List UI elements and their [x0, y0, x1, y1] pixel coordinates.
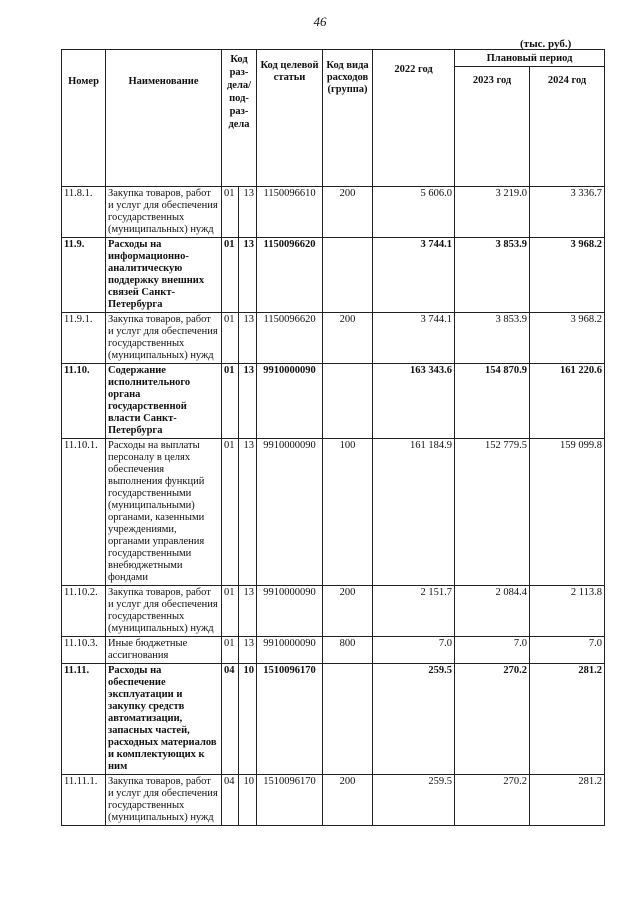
row-number: 11.10.2.: [62, 586, 106, 637]
row-number: 11.11.1.: [62, 775, 106, 826]
row-amount-2024: 159 099.8: [530, 439, 605, 586]
table-row: [62, 313, 605, 364]
header-planning-period: Плановый период: [455, 50, 605, 67]
row-amount-2024: 7.0: [530, 637, 605, 664]
row-amount-2022: 2 151.7: [373, 586, 455, 637]
row-target-article: 9910000090: [257, 439, 323, 586]
row-razdel: 04: [222, 664, 239, 775]
table-row: [62, 637, 605, 664]
row-amount-2022: 5 606.0: [373, 187, 455, 238]
row-name: Закупка товаров, работ и услуг для обеспечения государственных (муниципальных) нужд: [106, 586, 222, 637]
header-target-article: Код целевой статьи: [257, 50, 323, 187]
row-expense-type: 200: [323, 187, 373, 238]
row-amount-2022: 3 744.1: [373, 238, 455, 313]
row-razdel: 01: [222, 586, 239, 637]
row-amount-2023: 154 870.9: [455, 364, 530, 439]
row-amount-2022: 3 744.1: [373, 313, 455, 364]
row-number: 11.8.1.: [62, 187, 106, 238]
row-amount-2023: 152 779.5: [455, 439, 530, 586]
row-number: 11.10.3.: [62, 637, 106, 664]
row-target-article: 9910000090: [257, 586, 323, 637]
row-amount-2023: 3 853.9: [455, 238, 530, 313]
row-target-article: 1150096620: [257, 238, 323, 313]
row-target-article: 1510096170: [257, 664, 323, 775]
row-number: 11.9.: [62, 238, 106, 313]
row-amount-2022: 259.5: [373, 775, 455, 826]
row-name: Иные бюджетные ассигнования: [106, 637, 222, 664]
table-row: [62, 775, 605, 826]
row-amount-2023: 3 219.0: [455, 187, 530, 238]
header-year-2023: 2023 год: [455, 67, 530, 187]
table-row: [62, 439, 605, 586]
row-expense-type: [323, 664, 373, 775]
row-razdel: 01: [222, 313, 239, 364]
row-amount-2024: 281.2: [530, 775, 605, 826]
row-expense-type: 200: [323, 313, 373, 364]
row-amount-2022: 7.0: [373, 637, 455, 664]
row-name: Закупка товаров, работ и услуг для обеспечения государственных (муниципальных) нужд: [106, 313, 222, 364]
row-number: 11.10.: [62, 364, 106, 439]
row-target-article: 1150096620: [257, 313, 323, 364]
row-amount-2024: 2 113.8: [530, 586, 605, 637]
row-amount-2024: 161 220.6: [530, 364, 605, 439]
row-podrazdel: 13: [239, 586, 257, 637]
row-name: Расходы на выплаты персоналу в целях обеспечения выполнения функций государственными (муниципальными) органами, казенными учреждениями, органами управления государственными внебюджетными фондами: [106, 439, 222, 586]
row-amount-2022: 259.5: [373, 664, 455, 775]
row-amount-2024: 3 968.2: [530, 238, 605, 313]
table-row: [62, 586, 605, 637]
row-podrazdel: 10: [239, 775, 257, 826]
row-name: Закупка товаров, работ и услуг для обеспечения государственных (муниципальных) нужд: [106, 775, 222, 826]
header-name: Наименование: [106, 50, 222, 187]
row-podrazdel: 13: [239, 439, 257, 586]
row-podrazdel: 13: [239, 238, 257, 313]
row-expense-type: 800: [323, 637, 373, 664]
row-amount-2023: 270.2: [455, 664, 530, 775]
row-razdel: 01: [222, 364, 239, 439]
row-podrazdel: 13: [239, 313, 257, 364]
header-expense-type: Код вида расходов (группа): [323, 50, 373, 187]
budget-table: [61, 49, 605, 826]
page-number: 46: [313, 14, 327, 29]
row-podrazdel: 13: [239, 637, 257, 664]
row-number: 11.10.1.: [62, 439, 106, 586]
row-razdel: 01: [222, 238, 239, 313]
row-name: Закупка товаров, работ и услуг для обеспечения государственных (муниципальных) нужд: [106, 187, 222, 238]
row-amount-2022: 163 343.6: [373, 364, 455, 439]
row-name: Расходы на обеспечение эксплуатации и закупку средств автоматизации, запасных частей, расходных материалов и комплектующих к ним: [106, 664, 222, 775]
row-expense-type: [323, 238, 373, 313]
row-expense-type: 200: [323, 586, 373, 637]
row-razdel: 01: [222, 187, 239, 238]
table-body: [62, 187, 605, 826]
row-expense-type: [323, 364, 373, 439]
row-amount-2022: 161 184.9: [373, 439, 455, 586]
table-row: [62, 238, 605, 313]
row-razdel: 01: [222, 637, 239, 664]
row-name: Расходы на информационно-аналитическую поддержку внешних связей Санкт-Петербурга: [106, 238, 222, 313]
header-year-2022: 2022 год: [373, 50, 455, 187]
row-amount-2023: 3 853.9: [455, 313, 530, 364]
row-target-article: 9910000090: [257, 637, 323, 664]
row-name: Содержание исполнительного органа государственной власти Санкт-Петербурга: [106, 364, 222, 439]
row-amount-2024: 281.2: [530, 664, 605, 775]
row-amount-2023: 2 084.4: [455, 586, 530, 637]
row-amount-2024: 3 968.2: [530, 313, 605, 364]
row-razdel: 01: [222, 439, 239, 586]
row-expense-type: 200: [323, 775, 373, 826]
table-row: [62, 664, 605, 775]
row-amount-2024: 3 336.7: [530, 187, 605, 238]
row-number: 11.11.: [62, 664, 106, 775]
header-razdel: Код раз-дела/ под-раз-дела: [222, 50, 257, 187]
row-razdel: 04: [222, 775, 239, 826]
row-target-article: 1150096610: [257, 187, 323, 238]
row-target-article: 9910000090: [257, 364, 323, 439]
units-label: (тыс. руб.): [520, 38, 572, 50]
row-expense-type: 100: [323, 439, 373, 586]
row-amount-2023: 270.2: [455, 775, 530, 826]
table-row: [62, 364, 605, 439]
row-podrazdel: 13: [239, 364, 257, 439]
row-podrazdel: 10: [239, 664, 257, 775]
row-target-article: 1510096170: [257, 775, 323, 826]
row-number: 11.9.1.: [62, 313, 106, 364]
header-year-2024: 2024 год: [530, 67, 605, 187]
row-podrazdel: 13: [239, 187, 257, 238]
row-amount-2023: 7.0: [455, 637, 530, 664]
table-row: [62, 187, 605, 238]
header-number: Номер: [62, 50, 106, 187]
